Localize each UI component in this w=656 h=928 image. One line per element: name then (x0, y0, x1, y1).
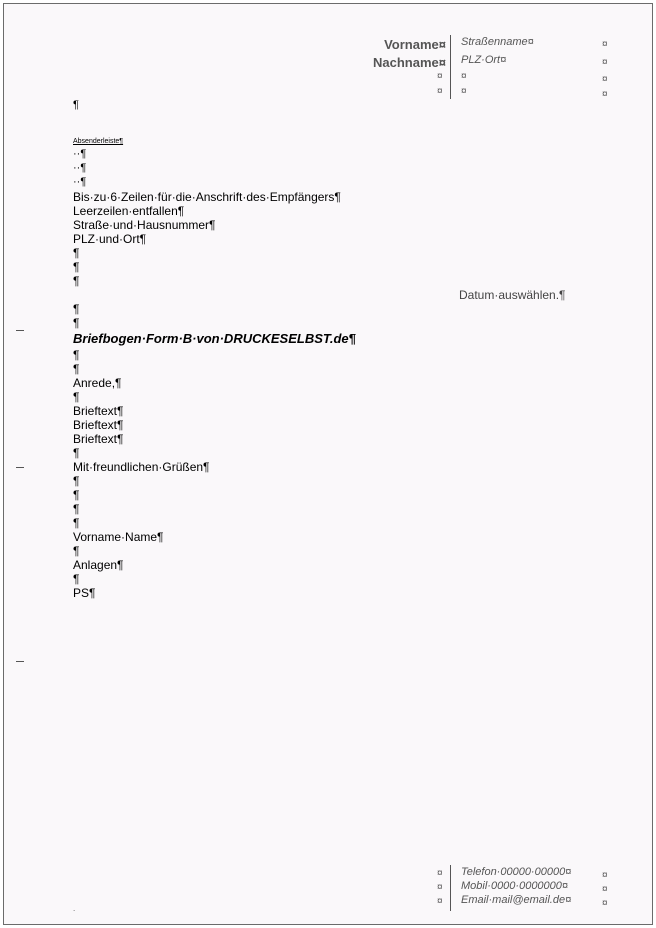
paragraph-mark: ¶ (73, 502, 80, 516)
sender-line: ··¶ (73, 162, 87, 174)
paragraph-mark: ¶ (73, 474, 80, 488)
paragraph-mark: ¶ (73, 446, 80, 460)
postscript: PS¶ (73, 586, 96, 600)
row-end-mark: ¤ (602, 39, 608, 50)
recipient-address-line: Straße·und·Hausnummer¶ (73, 218, 216, 232)
body-text-line: Brieftext¶ (73, 432, 124, 446)
closing: Mit·freundlichen·Grüßen¶ (73, 460, 210, 474)
paragraph-mark: ¶ (73, 302, 80, 316)
paragraph-mark: ¶ (73, 274, 80, 288)
sender-line: ··¶ (73, 148, 87, 160)
paragraph-mark: ¶ (73, 544, 80, 558)
row-end-mark: ¤ (602, 884, 608, 895)
attachments: Anlagen¶ (73, 558, 124, 572)
header-empty-cell: ¤ (437, 71, 443, 82)
paragraph-mark: ¶ (73, 99, 79, 111)
footer-divider (450, 865, 451, 911)
header-street: Straßenname¤ (461, 36, 534, 48)
header-empty-cell: ¤ (437, 86, 443, 97)
paragraph-mark: ¶ (73, 348, 80, 362)
row-end-mark: ¤ (602, 870, 608, 881)
paragraph-mark: ¶ (73, 488, 80, 502)
recipient-address-line: PLZ·und·Ort¶ (73, 232, 147, 246)
recipient-address-line: Leerzeilen·entfallen¶ (73, 204, 185, 218)
header-empty-cell: ¤ (461, 86, 467, 97)
recipient-address-line: Bis·zu·6·Zeilen·für·die·Anschrift·des·Empfängers¶ (73, 190, 341, 204)
footer-empty-cell: ¤ (437, 896, 443, 907)
paragraph-mark: ¶ (73, 516, 80, 530)
paragraph-mark: ¶ (73, 362, 80, 376)
letter-title: Briefbogen·Form·B·von·DRUCKESELBST.de¶ (73, 331, 356, 346)
row-end-mark: ¤ (602, 57, 608, 68)
fold-mark (16, 330, 24, 331)
header-city: PLZ·Ort¤ (461, 54, 507, 66)
sender-line: ··¶ (73, 176, 87, 188)
sender-bar: Absenderleiste¶ (73, 138, 124, 145)
footer-empty-cell: ¤ (437, 868, 443, 879)
body-text-line: Brieftext¶ (73, 404, 124, 418)
header-last-name: Nachname¤ (373, 55, 446, 70)
row-end-mark: ¤ (602, 74, 608, 85)
salutation: Anrede,¶ (73, 376, 122, 390)
footer-email: Email·mail@email.de¤ (461, 894, 572, 906)
paragraph-mark: ¶ (73, 390, 80, 404)
footer-phone: Telefon·00000·00000¤ (461, 866, 572, 878)
footer-empty-cell: ¤ (437, 882, 443, 893)
fold-mark (16, 661, 24, 662)
paragraph-mark: ¶ (73, 316, 80, 330)
header-first-name: Vorname¤ (384, 37, 446, 52)
bottom-mark: . (73, 904, 76, 913)
signature-name: Vorname·Name¶ (73, 530, 164, 544)
punch-mark (16, 467, 24, 468)
footer-mobile: Mobil·0000·0000000¤ (461, 880, 569, 892)
paragraph-mark: ¶ (73, 260, 80, 274)
body-text-line: Brieftext¶ (73, 418, 124, 432)
header-divider (450, 35, 451, 99)
date-field[interactable]: Datum·auswählen.¶ (459, 288, 566, 302)
header-empty-cell: ¤ (461, 71, 467, 82)
paragraph-mark: ¶ (73, 572, 80, 586)
row-end-mark: ¤ (602, 898, 608, 909)
paragraph-mark: ¶ (73, 246, 80, 260)
row-end-mark: ¤ (602, 89, 608, 100)
